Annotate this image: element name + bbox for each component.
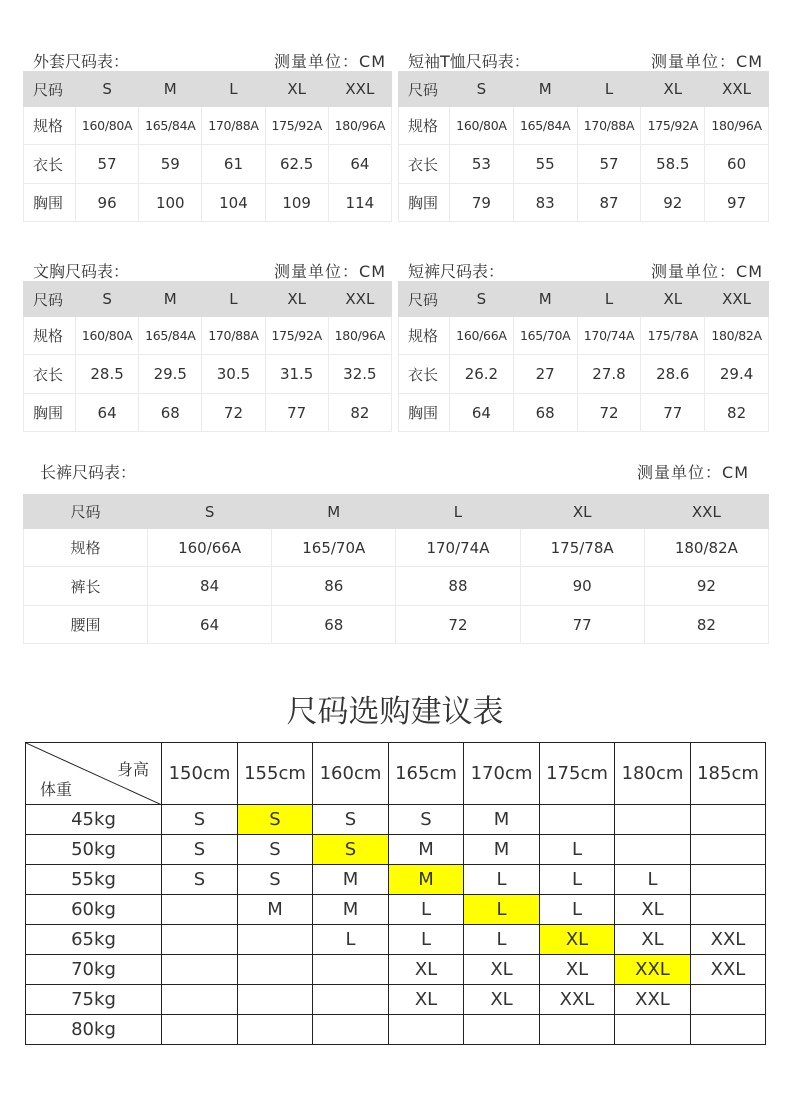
weight-row bbox=[26, 835, 766, 865]
table-cell: 160/66A bbox=[148, 529, 272, 567]
table-cell: 160/80A bbox=[76, 317, 139, 355]
table-cell: 53 bbox=[450, 145, 514, 184]
corner-cell bbox=[26, 743, 162, 805]
table-cell: 92 bbox=[641, 184, 705, 222]
table-row bbox=[24, 107, 392, 145]
table-cell: 29.4 bbox=[705, 355, 769, 394]
size-cell bbox=[691, 805, 766, 835]
row-label: 胸围 bbox=[24, 184, 76, 222]
table-cell: 57 bbox=[76, 145, 139, 184]
row-label: 规格 bbox=[24, 529, 148, 567]
table-cell: 62.5 bbox=[265, 145, 328, 184]
table-cell: 180/96A bbox=[705, 107, 769, 145]
size-cell: M bbox=[238, 895, 313, 925]
table-cell: 175/78A bbox=[520, 529, 644, 567]
unit-label: 测量单位：CM bbox=[637, 463, 749, 482]
table-header-row bbox=[399, 72, 769, 107]
header-cell: XXL bbox=[328, 282, 391, 317]
size-cell bbox=[389, 1015, 464, 1045]
table-header-row bbox=[24, 282, 392, 317]
size-cell bbox=[691, 895, 766, 925]
size-cell: S bbox=[162, 835, 238, 865]
size-cell: S bbox=[389, 805, 464, 835]
row-label: 衣长 bbox=[399, 145, 450, 184]
height-header-cell: 155cm bbox=[238, 743, 313, 805]
size-cell bbox=[162, 955, 238, 985]
header-cell: L bbox=[577, 72, 641, 107]
table-cell: 175/92A bbox=[265, 317, 328, 355]
size-grid bbox=[398, 71, 769, 222]
table-cell: 77 bbox=[520, 606, 644, 644]
header-cell: L bbox=[202, 282, 265, 317]
row-label: 腰围 bbox=[24, 606, 148, 644]
size-cell: S bbox=[238, 835, 313, 865]
size-cell bbox=[615, 805, 691, 835]
table-cell: 72 bbox=[396, 606, 520, 644]
table-cell: 82 bbox=[644, 606, 768, 644]
recommended-size-cell: S bbox=[313, 835, 389, 865]
table-cell: 97 bbox=[705, 184, 769, 222]
weight-row bbox=[26, 925, 766, 955]
row-label: 胸围 bbox=[399, 184, 450, 222]
table-cell: 109 bbox=[265, 184, 328, 222]
size-cell: M bbox=[313, 895, 389, 925]
size-cell: XXL bbox=[540, 985, 615, 1015]
header-cell: L bbox=[396, 495, 520, 529]
height-header-cell: 165cm bbox=[389, 743, 464, 805]
table-cell: 86 bbox=[272, 567, 396, 606]
table-cell: 61 bbox=[202, 145, 265, 184]
weight-label: 60kg bbox=[26, 895, 162, 925]
height-header-cell: 180cm bbox=[615, 743, 691, 805]
size-cell: XL bbox=[389, 955, 464, 985]
table-cell: 87 bbox=[577, 184, 641, 222]
table-row bbox=[24, 394, 392, 432]
size-grid bbox=[23, 494, 769, 644]
table-cell: 68 bbox=[272, 606, 396, 644]
height-header-cell: 150cm bbox=[162, 743, 238, 805]
table-header-row bbox=[399, 282, 769, 317]
table-cell: 77 bbox=[641, 394, 705, 432]
row-label: 衣长 bbox=[24, 145, 76, 184]
unit-label: 测量单位：CM bbox=[651, 52, 763, 71]
header-cell: 尺码 bbox=[399, 72, 450, 107]
table-row bbox=[24, 184, 392, 222]
header-cell: M bbox=[139, 282, 202, 317]
size-cell bbox=[162, 925, 238, 955]
weight-row bbox=[26, 955, 766, 985]
size-cell: XL bbox=[464, 955, 540, 985]
table-cell: 165/84A bbox=[139, 317, 202, 355]
size-cell bbox=[540, 1015, 615, 1045]
table-row bbox=[24, 567, 769, 606]
weight-row bbox=[26, 895, 766, 925]
weight-label: 55kg bbox=[26, 865, 162, 895]
size-cell bbox=[313, 985, 389, 1015]
recommended-size-cell: XL bbox=[540, 925, 615, 955]
table-cell: 28.6 bbox=[641, 355, 705, 394]
table-cell: 175/92A bbox=[641, 107, 705, 145]
header-cell: 尺码 bbox=[399, 282, 450, 317]
table-cell: 88 bbox=[396, 567, 520, 606]
header-cell: XXL bbox=[705, 282, 769, 317]
weight-row bbox=[26, 865, 766, 895]
height-header-cell: 175cm bbox=[540, 743, 615, 805]
table-cell: 72 bbox=[577, 394, 641, 432]
row-label: 胸围 bbox=[24, 394, 76, 432]
row-label: 裤长 bbox=[24, 567, 148, 606]
row-label: 规格 bbox=[24, 317, 76, 355]
size-grid bbox=[23, 71, 392, 222]
table-title: 短裤尺码表： bbox=[408, 262, 505, 281]
header-cell: S bbox=[450, 72, 514, 107]
header-cell: 尺码 bbox=[24, 282, 76, 317]
table-cell: 170/74A bbox=[577, 317, 641, 355]
header-cell: XXL bbox=[328, 72, 391, 107]
table-cell: 180/96A bbox=[328, 107, 391, 145]
size-cell bbox=[691, 1015, 766, 1045]
header-cell: XL bbox=[520, 495, 644, 529]
header-cell: XXL bbox=[644, 495, 768, 529]
size-cell: L bbox=[615, 865, 691, 895]
size-cell: M bbox=[313, 865, 389, 895]
row-label: 衣长 bbox=[399, 355, 450, 394]
weight-label: 50kg bbox=[26, 835, 162, 865]
weight-label: 70kg bbox=[26, 955, 162, 985]
table-cell: 170/88A bbox=[577, 107, 641, 145]
row-label: 规格 bbox=[399, 107, 450, 145]
table-cell: 96 bbox=[76, 184, 139, 222]
table-cell: 175/92A bbox=[265, 107, 328, 145]
size-cell: S bbox=[162, 865, 238, 895]
size-cell bbox=[691, 865, 766, 895]
header-cell: XL bbox=[265, 72, 328, 107]
size-cell: XL bbox=[615, 925, 691, 955]
header-cell: XL bbox=[641, 282, 705, 317]
size-cell: L bbox=[464, 925, 540, 955]
height-header-row bbox=[26, 743, 766, 805]
size-cell: L bbox=[313, 925, 389, 955]
size-cell bbox=[313, 1015, 389, 1045]
size-cell: S bbox=[313, 805, 389, 835]
table-cell: 64 bbox=[148, 606, 272, 644]
tshirt-size-table bbox=[398, 49, 769, 227]
header-cell: M bbox=[139, 72, 202, 107]
size-cell bbox=[162, 1015, 238, 1045]
table-row bbox=[399, 317, 769, 355]
size-cell: L bbox=[540, 895, 615, 925]
size-cell: XL bbox=[540, 955, 615, 985]
table-cell: 79 bbox=[450, 184, 514, 222]
header-cell: S bbox=[76, 72, 139, 107]
table-header-bar bbox=[23, 49, 392, 69]
header-cell: XXL bbox=[705, 72, 769, 107]
size-cell: S bbox=[238, 865, 313, 895]
table-cell: 100 bbox=[139, 184, 202, 222]
table-header-bar bbox=[23, 259, 392, 279]
size-cell: XXL bbox=[691, 925, 766, 955]
height-header-cell: 185cm bbox=[691, 743, 766, 805]
size-grid bbox=[23, 281, 392, 432]
recommendation-title: 尺码选购建议表 bbox=[286, 694, 504, 730]
header-cell: S bbox=[148, 495, 272, 529]
table-header-bar bbox=[398, 259, 769, 279]
table-cell: 175/78A bbox=[641, 317, 705, 355]
table-cell: 165/70A bbox=[513, 317, 577, 355]
table-header-bar bbox=[398, 49, 769, 69]
table-cell: 68 bbox=[139, 394, 202, 432]
header-cell: 尺码 bbox=[24, 495, 148, 529]
size-cell bbox=[238, 955, 313, 985]
header-cell: M bbox=[513, 282, 577, 317]
table-cell: 64 bbox=[76, 394, 139, 432]
row-label: 胸围 bbox=[399, 394, 450, 432]
table-cell: 60 bbox=[705, 145, 769, 184]
size-cell bbox=[162, 985, 238, 1015]
table-cell: 64 bbox=[328, 145, 391, 184]
table-cell: 104 bbox=[202, 184, 265, 222]
table-row bbox=[399, 355, 769, 394]
table-cell: 180/96A bbox=[328, 317, 391, 355]
table-title: 文胸尺码表： bbox=[33, 262, 130, 281]
size-cell: L bbox=[540, 865, 615, 895]
size-cell: M bbox=[389, 835, 464, 865]
bra-size-table bbox=[23, 259, 392, 437]
table-cell: 27 bbox=[513, 355, 577, 394]
table-cell: 82 bbox=[328, 394, 391, 432]
weight-label: 80kg bbox=[26, 1015, 162, 1045]
size-cell: XL bbox=[615, 895, 691, 925]
header-cell: M bbox=[272, 495, 396, 529]
size-cell bbox=[691, 835, 766, 865]
table-row bbox=[24, 145, 392, 184]
weight-axis-label: 体重 bbox=[40, 780, 73, 799]
table-cell: 29.5 bbox=[139, 355, 202, 394]
table-row bbox=[24, 529, 769, 567]
table-row bbox=[24, 317, 392, 355]
table-cell: 72 bbox=[202, 394, 265, 432]
header-cell: S bbox=[76, 282, 139, 317]
recommended-size-cell: M bbox=[389, 865, 464, 895]
weight-label: 75kg bbox=[26, 985, 162, 1015]
size-cell: L bbox=[464, 865, 540, 895]
size-cell: XL bbox=[464, 985, 540, 1015]
unit-label: 测量单位：CM bbox=[274, 52, 386, 71]
row-label: 衣长 bbox=[24, 355, 76, 394]
header-cell: L bbox=[202, 72, 265, 107]
table-cell: 59 bbox=[139, 145, 202, 184]
table-cell: 77 bbox=[265, 394, 328, 432]
header-cell: XL bbox=[265, 282, 328, 317]
size-cell: M bbox=[464, 835, 540, 865]
table-cell: 160/80A bbox=[450, 107, 514, 145]
row-label: 规格 bbox=[24, 107, 76, 145]
table-row bbox=[399, 184, 769, 222]
table-cell: 57 bbox=[577, 145, 641, 184]
size-cell: L bbox=[389, 895, 464, 925]
pants-size-table bbox=[23, 460, 769, 660]
size-cell: S bbox=[162, 805, 238, 835]
table-cell: 165/84A bbox=[513, 107, 577, 145]
table-cell: 32.5 bbox=[328, 355, 391, 394]
shorts-size-table bbox=[398, 259, 769, 437]
table-header-row bbox=[24, 72, 392, 107]
table-cell: 55 bbox=[513, 145, 577, 184]
size-cell bbox=[313, 955, 389, 985]
table-header-row bbox=[24, 495, 769, 529]
table-cell: 26.2 bbox=[450, 355, 514, 394]
table-row bbox=[399, 394, 769, 432]
weight-label: 65kg bbox=[26, 925, 162, 955]
size-cell: L bbox=[540, 835, 615, 865]
header-cell: 尺码 bbox=[24, 72, 76, 107]
table-cell: 28.5 bbox=[76, 355, 139, 394]
size-cell bbox=[162, 895, 238, 925]
table-cell: 160/80A bbox=[76, 107, 139, 145]
weight-label: 45kg bbox=[26, 805, 162, 835]
size-cell bbox=[540, 805, 615, 835]
table-cell: 165/70A bbox=[272, 529, 396, 567]
size-cell bbox=[615, 1015, 691, 1045]
table-cell: 58.5 bbox=[641, 145, 705, 184]
table-cell: 180/82A bbox=[644, 529, 768, 567]
table-cell: 83 bbox=[513, 184, 577, 222]
table-cell: 90 bbox=[520, 567, 644, 606]
size-cell: XL bbox=[389, 985, 464, 1015]
size-cell bbox=[464, 1015, 540, 1045]
table-row bbox=[399, 107, 769, 145]
recommended-size-cell: S bbox=[238, 805, 313, 835]
table-cell: 84 bbox=[148, 567, 272, 606]
table-cell: 170/74A bbox=[396, 529, 520, 567]
size-cell: L bbox=[389, 925, 464, 955]
header-cell: L bbox=[577, 282, 641, 317]
table-row bbox=[24, 355, 392, 394]
table-cell: 165/84A bbox=[139, 107, 202, 145]
table-cell: 31.5 bbox=[265, 355, 328, 394]
size-cell bbox=[238, 985, 313, 1015]
unit-label: 测量单位：CM bbox=[651, 262, 763, 281]
size-cell: XXL bbox=[615, 985, 691, 1015]
table-title: 短袖T恤尺码表： bbox=[408, 52, 530, 71]
recommendation-body bbox=[26, 805, 766, 1045]
table-cell: 68 bbox=[513, 394, 577, 432]
size-recommendation-table bbox=[25, 742, 766, 1045]
table-title: 长裤尺码表： bbox=[40, 463, 137, 482]
row-label: 规格 bbox=[399, 317, 450, 355]
jacket-size-table bbox=[23, 49, 392, 227]
size-cell: M bbox=[464, 805, 540, 835]
weight-row bbox=[26, 1015, 766, 1045]
height-header-cell: 170cm bbox=[464, 743, 540, 805]
size-cell bbox=[238, 925, 313, 955]
unit-label: 测量单位：CM bbox=[274, 262, 386, 281]
size-cell bbox=[615, 835, 691, 865]
table-cell: 170/88A bbox=[202, 317, 265, 355]
table-title: 外套尺码表： bbox=[33, 52, 130, 71]
table-header-bar bbox=[23, 460, 769, 480]
header-cell: S bbox=[450, 282, 514, 317]
table-cell: 92 bbox=[644, 567, 768, 606]
recommended-size-cell: L bbox=[464, 895, 540, 925]
table-cell: 160/66A bbox=[450, 317, 514, 355]
size-cell bbox=[691, 985, 766, 1015]
table-cell: 82 bbox=[705, 394, 769, 432]
weight-row bbox=[26, 985, 766, 1015]
table-cell: 170/88A bbox=[202, 107, 265, 145]
size-cell bbox=[238, 1015, 313, 1045]
table-row bbox=[24, 606, 769, 644]
weight-row bbox=[26, 805, 766, 835]
height-axis-label: 身高 bbox=[116, 760, 149, 779]
height-header-cell: 160cm bbox=[313, 743, 389, 805]
header-cell: M bbox=[513, 72, 577, 107]
table-cell: 114 bbox=[328, 184, 391, 222]
header-cell: XL bbox=[641, 72, 705, 107]
table-cell: 64 bbox=[450, 394, 514, 432]
table-cell: 27.8 bbox=[577, 355, 641, 394]
recommended-size-cell: XXL bbox=[615, 955, 691, 985]
size-grid bbox=[398, 281, 769, 432]
size-cell: XXL bbox=[691, 955, 766, 985]
table-row bbox=[399, 145, 769, 184]
table-cell: 180/82A bbox=[705, 317, 769, 355]
table-cell: 30.5 bbox=[202, 355, 265, 394]
